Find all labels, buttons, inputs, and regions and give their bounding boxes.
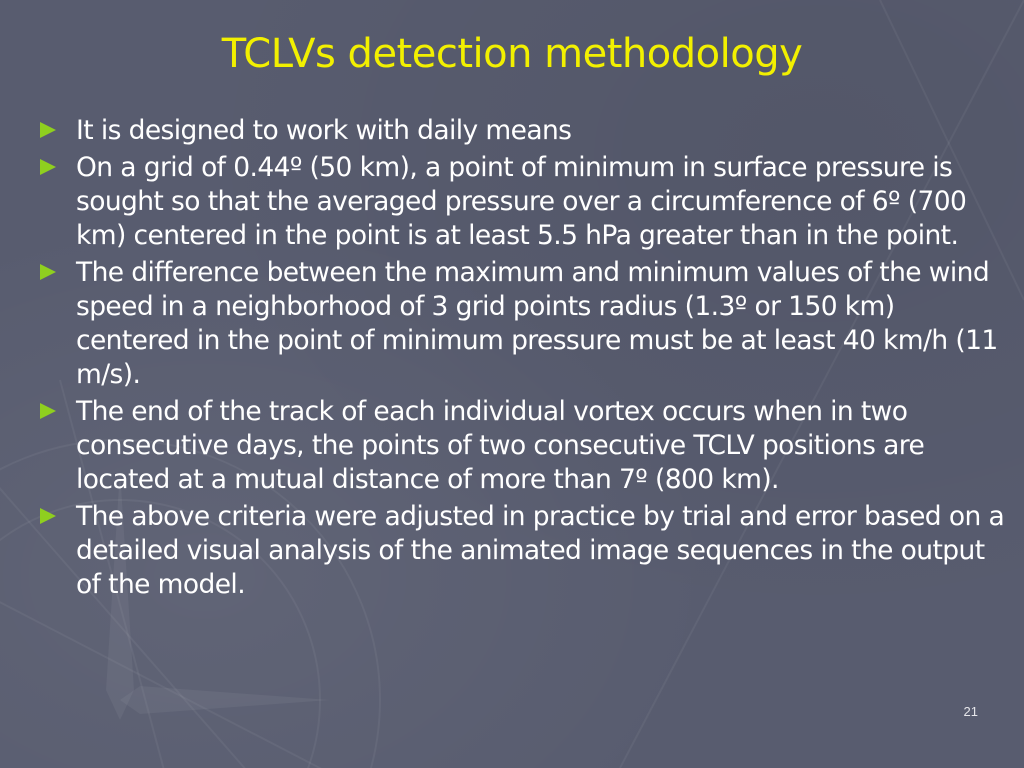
right-pointing-triangle-icon: [40, 508, 56, 524]
bullet-text: It is designed to work with daily means: [76, 115, 572, 146]
right-pointing-triangle-icon: [40, 403, 56, 419]
bullet-text: On a grid of 0.44º (50 km), a point of minimum in surface pressure is sought so that the averaged pressure over a circumference of 6º (700 km) centered in the point is at least 5.5 hPa greater than in the point.: [76, 152, 967, 251]
slide-title: TCLVs detection methodology: [221, 31, 803, 77]
bullet-item: [40, 500, 1010, 602]
bullet-text: The above criteria were adjusted in practice by trial and error based on a detailed visual analysis of the animated image sequences in the output of the model.: [76, 501, 1005, 600]
slide-number: 21: [963, 704, 978, 719]
bullet-text: The end of the track of each individual vortex occurs when in two consecutive days, the points of two consecutive TCLV positions are located at a mutual distance of more than 7º (800 km).: [76, 396, 925, 495]
bullet-item: [40, 114, 1010, 148]
right-pointing-triangle-icon: [40, 264, 56, 280]
bullet-item: [40, 256, 1010, 392]
bullet-item: [40, 395, 1010, 497]
bullet-item: [40, 151, 1010, 253]
bullet-list: [40, 114, 1010, 605]
right-pointing-triangle-icon: [40, 159, 56, 175]
right-pointing-triangle-icon: [40, 122, 56, 138]
bullet-text: The difference between the maximum and minimum values of the wind speed in a neighborhood of 3 grid points radius (1.3º or 150 km) centered in the point of minimum pressure must be at least 40 km/h (11 m/s).: [76, 257, 998, 390]
